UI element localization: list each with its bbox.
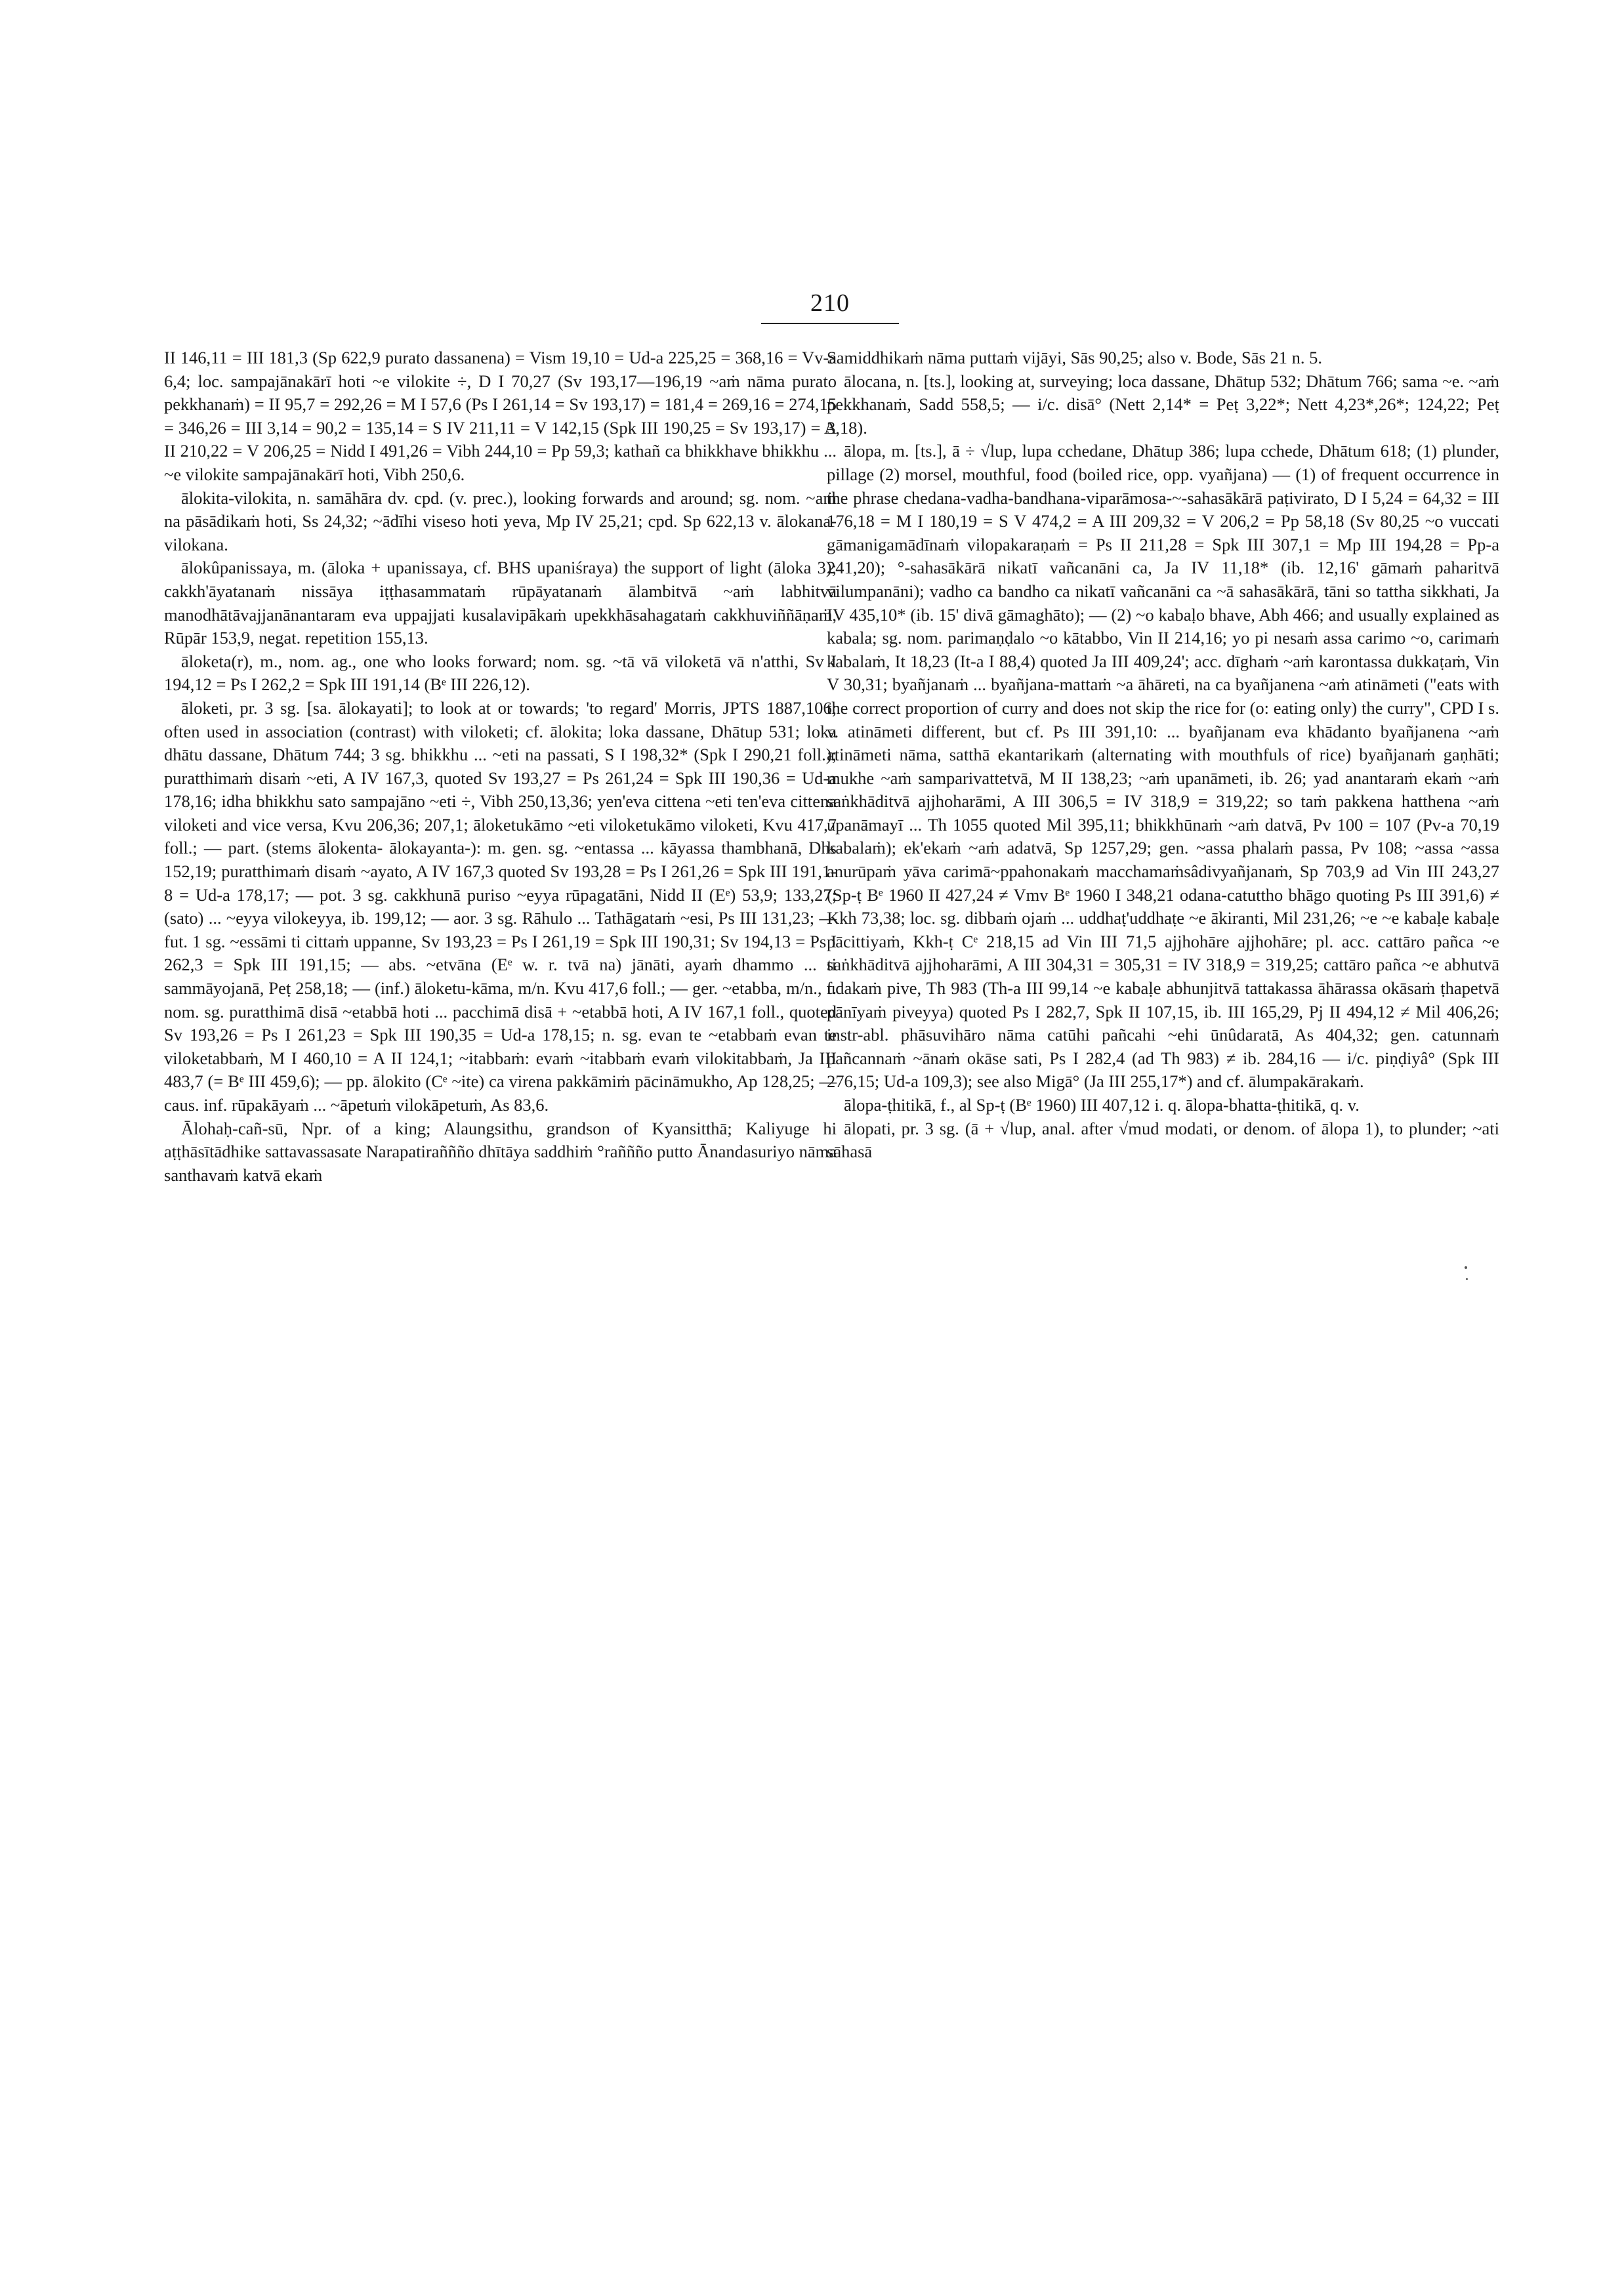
page-number-rule [761, 323, 899, 324]
scan-speck [1465, 1266, 1467, 1269]
dictionary-entry: ālocana, n. [ts.], looking at, surveying; loca dassane, Dhātup 532; Dhātum 766; sama ~e. ~aṁ pekkhanaṁ, Sadd 558,5; — i/c. disā° (Nett 2,14* = Peṭ 3,22*; Nett 4,23*,26*; 124,22; Peṭ 3,18). [827, 371, 1499, 438]
entry-continuation: Samiddhikaṁ nāma puttaṁ vijāyi, Sās 90,25; also v. Bode, Sās 21 n. 5. [827, 348, 1322, 367]
dictionary-entry: āloketi, pr. 3 sg. [sa. ālokayati]; to look at or towards; 'to regard' Morris, JPTS 1887,106; often used in association (contrast) with viloketi; cf. ālokita; loka dassane, Dhātup 531; loka dhātu dassane, Dhātum 744; 3 sg. bhikkhu ... ~eti na passati, S I 198,32* (Spk I 290,21 foll.); puratthimaṁ disaṁ ~eti, A IV 167,3, quoted Sv 193,27 = Ps 261,24 = Spk III 190,36 = Ud-a 178,16; idha bhikkhu sato sampajāno ~eti ÷, Vibh 250,13,36; yen'eva cittena ~eti ten'eva cittena viloketi and vice versa, Kvu 206,36; 207,1; āloketukāmo ~eti viloketukāmo viloketi, Kvu 417,7 foll.; — part. (stems ālokenta- ālokayanta-): m. gen. sg. ~entassa ... kāyassa thambhanā, Dhs 152,19; puratthimaṁ disaṁ ~ayato, A IV 167,3 quoted Sv 193,28 = Ps I 261,26 = Spk III 191,1-8 = Ud-a 178,17; — pot. 3 sg. cakkhunā puriso ~eyya rūpagatāni, Nidd II (Eᵉ) 53,9; 133,27; (sato) ... ~eyya vilokeyya, ib. 199,12; — aor. 3 sg. Rāhulo ... Tathāgataṁ ~esi, Ps III 131,23; — fut. 1 sg. ~essāmi ti cittaṁ uppanne, Sv 193,23 = Ps I 261,19 = Spk III 190,31; Sv 194,13 = Ps I 262,3 = Spk III 191,15; — abs. ~etvāna (Eᵉ w. r. tvā na) jānāti, ayaṁ dhammo ... ti sammāyojanā, Peṭ 258,18; — (inf.) āloketu-kāma, m/n. Kvu 417,6 foll.; — ger. ~etabba, m/n., f. nom. sg. puratthimā disā ~etabbā hoti ... pacchimā disā + ~etabbā hoti, A IV 167,1 foll., quoted Sv 193,26 = Ps I 261,23 = Spk III 190,35 = Ud-a 178,15; n. sg. evan te ~etabbaṁ evan te viloketabbaṁ, M I 460,10 = A II 124,1; ~itabbaṁ: evaṁ ~itabbaṁ evaṁ vilokitabbaṁ, Ja III 483,7 (= Bᵉ III 459,6); — pp. ālokito (Cᵉ ~ite) ca virena pakkāmiṁ pācināmukho, Ap 128,25; — caus. inf. rūpakāyaṁ ... ~āpetuṁ vilokāpetuṁ, As 83,6. [164, 697, 837, 1115]
dictionary-entry: ālopa-ṭhitikā, f., al Sp-ṭ (Bᵉ 1960) III 407,12 i. q. ālopa-bhatta-ṭhitikā, q. v. [844, 1095, 1360, 1115]
right-column [827, 346, 1499, 1164]
left-column [164, 346, 837, 1187]
dictionary-entry: Ālohaḥ-cañ-sū, Npr. of a king; Alaungsithu, grandson of Kyansitthā; Kaliyuge hi aṭṭhāsītādhike sattavassasate Narapatiraññño dhītāya saddhiṁ °raññño putto Ānandasuriyo nāma santhavaṁ katvā ekaṁ [164, 1118, 837, 1185]
dictionary-entry: ālopati, pr. 3 sg. (ā + √lup, anal. after √mud modati, or denom. of ālopa 1), to plunder; ~ati sāhasā [827, 1118, 1499, 1162]
dictionary-entry: ālokûpanissaya, m. (āloka + upanissaya, cf. BHS upaniśraya) the support of light (āloka 3); cakkh'āyatanaṁ nissāya iṭṭhasammataṁ rūpāyatanaṁ ālambitvā ~aṁ labhitvā manodhātāvajjanānantaram eva uppajjati kusalavipākaṁ upekkhāsahagataṁ cakkhuviññāṇaṁ, Rūpār 153,9, negat. repetition 155,13. [164, 558, 837, 648]
scan-speck [1466, 1278, 1468, 1280]
page-number: 210 [810, 289, 850, 317]
entry-continuation: II 146,11 = III 181,3 (Sp 622,9 purato dassanena) = Vism 19,10 = Ud-a 225,25 = 368,16 = Vv-a 6,4; loc. sampajānakārī hoti ~e vilokite ÷, D I 70,27 (Sv 193,17—196,19 ~aṁ nāma purato pekkhanaṁ) = II 95,7 = 292,26 = M I 57,6 (Ps I 261,14 = Sv 193,17) = 181,4 = 269,16 = 274,15 = 346,26 = III 3,14 = 90,2 = 135,14 = S IV 211,11 = V 142,15 (Spk III 190,25 = Sv 193,17) = A II 210,22 = V 206,25 = Nidd I 491,26 = Vibh 244,10 = Pp 59,3; kathañ ca bhikkhave bhikkhu ... ~e vilokite sampajānakārī hoti, Vibh 250,6. [164, 348, 837, 484]
dictionary-entry: ālokita-vilokita, n. samāhāra dv. cpd. (v. prec.), looking forwards and around; sg. nom. ~aṁ na pāsādikaṁ hoti, Ss 24,32; ~ādīhi viseso hoti yeva, Mp IV 25,21; cpd. Sp 622,13 v. ālokana-vilokana. [164, 487, 837, 554]
dictionary-entry: āloketa(r), m., nom. ag., one who looks forward; nom. sg. ~tā vā viloketā vā n'atthi, Sv I 194,12 = Ps I 262,2 = Spk III 191,14 (Bᵉ III 226,12). [164, 651, 837, 695]
dictionary-entry: ālopa, m. [ts.], ā ÷ √lup, lupa cchedane, Dhātup 386; lupa cchede, Dhātum 618; (1) plunder, pillage (2) morsel, mouthful, food (boiled rice, opp. vyañjana) — (1) of frequent occurrence in the phrase chedana-vadha-bandhana-viparāmosa-~-sahasākārā paṭivirato, D I 5,24 = 64,32 = III 176,18 = M I 180,19 = S V 474,2 = A III 209,32 = V 206,2 = Pp 58,18 (Sv 80,25 ~o vuccati gāmanigamādīnaṁ vilopakaraṇaṁ = Ps II 211,28 = Spk III 307,1 = Mp III 194,28 = Pp-a 241,20); °-sahasākārā nikatī vañcanāni ca, Ja IV 11,18* (ib. 12,16' gāmaṁ paharitvā vilumpanāni); vadho ca bandho ca nikatī vañcanāni ca ~ā sahasākārā, tāni so tattha sikkhati, Ja IV 435,10* (ib. 15' divā gāmaghāto); — (2) ~o kabaḷo bhave, Abh 466; and usually explained as kabala; sg. nom. parimaṇḍalo ~o kātabbo, Vin II 214,16; yo pi nesaṁ assa carimo ~o, carimaṁ kabalaṁ, It 18,23 (It-a I 88,4) quoted Ja III 409,24'; acc. dīghaṁ ~aṁ karontassa dukkaṭaṁ, Vin V 30,31; byañjanaṁ ... byañjana-mattaṁ ~a āhāreti, na ca byañjanena ~aṁ atināmeti ("eats with the correct proportion of curry and does not skip the rice for (o: eating only) the curry", CPD I s. v. atināmeti different, but cf. Ps III 391,10: ... byañjanam eva khādanto byañjanena ~aṁ atināmeti nāma, satthā ekantarikaṁ (alternating with mouthfuls of rice) byañjanaṁ gaṇhāti; mukhe ~aṁ samparivattetvā, M II 138,23; ~aṁ upanāmeti, ib. 26; yad anantaraṁ ekaṁ ~aṁ saṅkhāditvā ajjhoharāmi, A III 306,5 = IV 318,9 = 319,22; so taṁ pakkena hatthena ~aṁ upanāmayī ... Th 1055 quoted Mil 395,11; bhikkhūnaṁ ~aṁ datvā, Pv 100 = 107 (Pv-a 70,19 kabalaṁ); ek'ekaṁ ~aṁ adatvā, Sp 1257,29; gen. ~assa phalaṁ passa, Pv 108; ~assa ~assa anurūpaṁ yāva carimā~ppahonakaṁ macchamaṁsâdivyañjanaṁ, Sp 703,9 ad Vin III 243,27 (Sp-ṭ Bᵉ 1960 II 427,24 ≠ Vmv Bᵉ 1960 I 348,21 odana-catuttho bhāgo quoting Ps III 391,6) ≠ Kkh 73,38; loc. sg. dibbaṁ ojaṁ ... uddhaṭ'uddhaṭe ~e ākiranti, Mil 231,26; ~e ~e kabaḷe kabaḷe pācittiyaṁ, Kkh-ṭ Cᵉ 218,15 ad Vin III 71,5 ajjhohāre ajjhohāre; pl. acc. cattāro pañca ~e saṅkhāditvā ajjhoharāmi, A III 304,31 = 305,31 = IV 318,9 = 319,25; cattāro pañca ~e abhutvā udakaṁ pive, Th 983 (Th-a III 99,14 ~e kabaḷe abhunjitvā tattakassa āhārassa okāsaṁ ṭhapetvā pānīyaṁ piveyya) quoted Ps I 282,7, Spk II 107,15, ib. III 165,29, Pj II 494,12 ≠ Mil 406,26; instr-abl. phāsuvihāro nāma catūhi pañcahi ~ehi ūnûdaratā, As 404,32; gen. catunnaṁ pañcannaṁ ~ānaṁ okāse sati, Ps I 282,4 (ad Th 983) ≠ ib. 284,16 — i/c. piṇḍiyâ° (Spk III 276,15; Ud-a 109,3); see also Migā° (Ja III 255,17*) and cf. ālumpakārakaṁ. [827, 441, 1499, 1092]
